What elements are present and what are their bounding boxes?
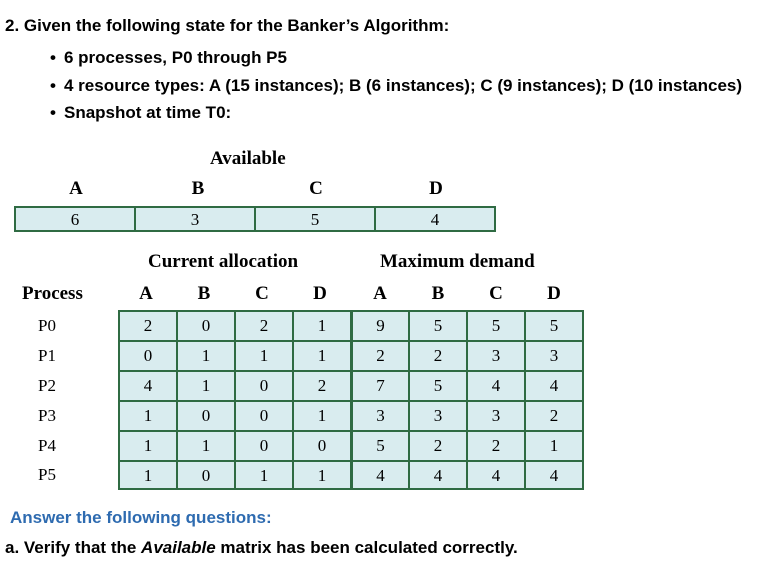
alloc-cell: 1 bbox=[201, 376, 211, 395]
max-cell: 3 bbox=[433, 406, 443, 425]
bullet-item bbox=[50, 99, 742, 127]
max-header-b: B bbox=[431, 283, 445, 304]
process-label: P2 bbox=[38, 376, 56, 395]
max-cell: 4 bbox=[376, 466, 385, 485]
max-cell: 5 bbox=[491, 316, 501, 335]
available-value-d: 4 bbox=[430, 210, 440, 229]
max-cell: 4 bbox=[549, 376, 559, 395]
alloc-cell: 1 bbox=[317, 466, 327, 485]
available-value-b: 3 bbox=[190, 210, 200, 229]
alloc-cell: 0 bbox=[201, 316, 211, 335]
alloc-cell: 0 bbox=[259, 376, 269, 395]
available-title: Available bbox=[210, 148, 286, 169]
bullet-dot: • bbox=[50, 75, 56, 95]
alloc-cell: 2 bbox=[317, 376, 327, 395]
max-cell: 4 bbox=[491, 376, 501, 395]
alloc-cell: 4 bbox=[143, 376, 153, 395]
max-cell: 2 bbox=[376, 346, 385, 365]
max-cell: 2 bbox=[433, 346, 443, 365]
max-cell: 2 bbox=[491, 436, 501, 455]
available-header-b: B bbox=[191, 178, 205, 199]
max-cell: 3 bbox=[549, 346, 559, 365]
alloc-cell: 0 bbox=[259, 436, 269, 455]
alloc-header-b: B bbox=[197, 283, 211, 304]
alloc-cell: 1 bbox=[259, 466, 269, 485]
question-bullets bbox=[50, 44, 742, 127]
alloc-cell: 1 bbox=[143, 466, 153, 485]
bullet-item bbox=[50, 72, 742, 100]
alloc-cell: 2 bbox=[259, 316, 269, 335]
max-cell: 5 bbox=[549, 316, 559, 335]
max-cell: 4 bbox=[491, 466, 501, 485]
alloc-cell: 0 bbox=[259, 406, 269, 425]
alloc-header-d: D bbox=[313, 283, 327, 304]
bullet-text: 4 resource types: A (15 instances); B (6 instances); C (9 instances); D (10 instances) bbox=[64, 75, 743, 95]
question-a-prefix: a. Verify that the bbox=[5, 538, 142, 557]
bullet-item bbox=[50, 44, 742, 72]
alloc-cell: 1 bbox=[317, 346, 327, 365]
max-cell: 4 bbox=[549, 466, 559, 485]
process-label: P0 bbox=[38, 316, 56, 335]
max-cell: 3 bbox=[376, 406, 385, 425]
alloc-cell: 0 bbox=[201, 406, 211, 425]
alloc-cell: 1 bbox=[201, 436, 211, 455]
bullet-dot: • bbox=[50, 48, 56, 67]
alloc-header-c: C bbox=[255, 283, 269, 304]
max-cell: 9 bbox=[376, 316, 385, 335]
alloc-cell: 1 bbox=[317, 316, 327, 335]
available-value-c: 5 bbox=[310, 210, 320, 229]
alloc-cell: 0 bbox=[143, 346, 153, 365]
question-a-emphasis: Available bbox=[141, 538, 216, 557]
current-allocation-title: Current allocation bbox=[148, 251, 299, 272]
process-label: P5 bbox=[38, 465, 56, 484]
bullet-dot: • bbox=[50, 103, 56, 122]
available-header-c: C bbox=[309, 178, 323, 199]
max-cell: 4 bbox=[433, 466, 443, 485]
max-cell: 5 bbox=[433, 376, 443, 395]
process-header: Process bbox=[22, 283, 83, 304]
available-row bbox=[14, 206, 496, 232]
question-a-suffix: matrix has been calculated correctly. bbox=[215, 538, 518, 557]
max-header-d: D bbox=[547, 283, 561, 304]
available-header-a: A bbox=[69, 178, 83, 199]
allocation-max-grid bbox=[118, 310, 584, 490]
process-label: P1 bbox=[38, 346, 56, 365]
alloc-header-a: A bbox=[139, 283, 153, 304]
max-cell: 3 bbox=[491, 406, 501, 425]
bullet-text: 6 processes, P0 through P5 bbox=[64, 48, 287, 67]
maximum-demand-title: Maximum demand bbox=[380, 251, 535, 272]
alloc-cell: 1 bbox=[259, 346, 269, 365]
max-cell: 3 bbox=[491, 346, 501, 365]
max-header-c: C bbox=[489, 283, 503, 304]
max-cell: 5 bbox=[433, 316, 443, 335]
max-header-a: A bbox=[373, 283, 387, 304]
alloc-cell: 0 bbox=[201, 466, 211, 485]
max-cell: 1 bbox=[549, 436, 559, 455]
max-cell: 2 bbox=[549, 406, 559, 425]
max-cell: 2 bbox=[433, 436, 443, 455]
question-a bbox=[5, 538, 518, 558]
alloc-cell: 2 bbox=[143, 316, 153, 335]
alloc-cell: 0 bbox=[317, 436, 327, 455]
alloc-cell: 1 bbox=[317, 406, 327, 425]
question-title: 2. Given the following state for the Banker’s Algorithm: bbox=[5, 16, 450, 35]
process-label: P3 bbox=[38, 406, 56, 425]
max-cell: 7 bbox=[376, 376, 385, 395]
available-value-a: 6 bbox=[70, 210, 80, 229]
alloc-cell: 1 bbox=[143, 436, 153, 455]
alloc-cell: 1 bbox=[201, 346, 211, 365]
answer-heading: Answer the following questions: bbox=[10, 508, 272, 527]
alloc-cell: 1 bbox=[143, 406, 153, 425]
bullet-text: Snapshot at time T0: bbox=[64, 103, 232, 122]
process-label: P4 bbox=[38, 436, 56, 455]
available-header-d: D bbox=[429, 178, 443, 199]
max-cell: 5 bbox=[376, 436, 385, 455]
